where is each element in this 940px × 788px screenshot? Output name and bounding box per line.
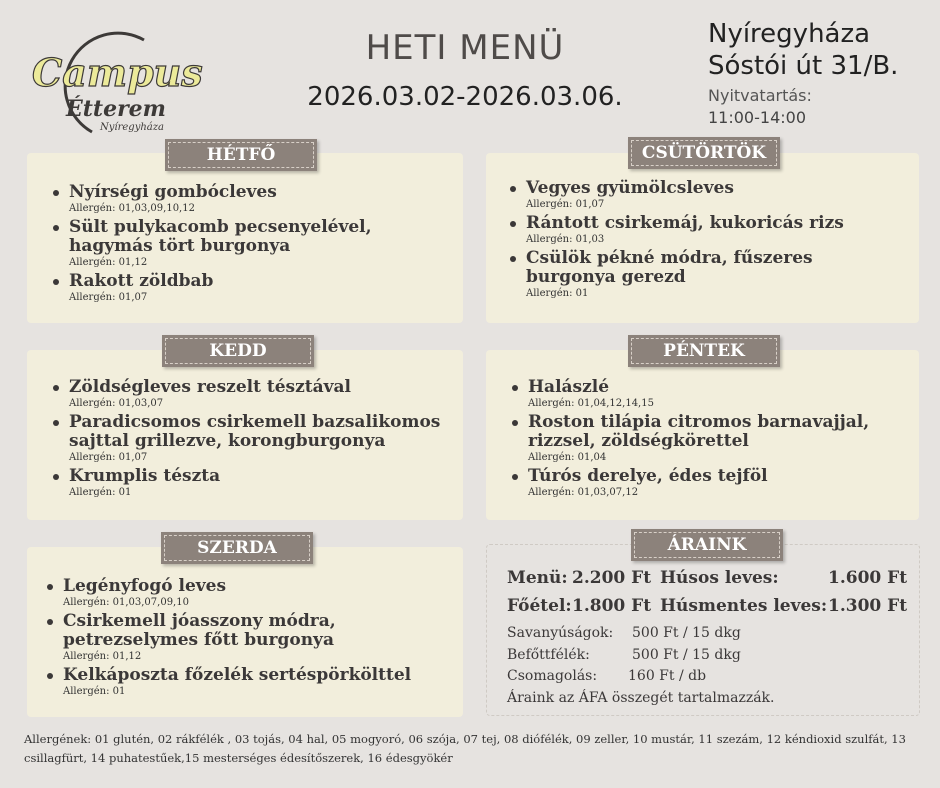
allergen-info: Allergén: 01: [63, 686, 126, 697]
menu-item: [51, 272, 451, 305]
menu-price: 2.200 Ft: [572, 568, 652, 588]
allergen-info: Allergén: 01,07: [69, 292, 148, 303]
thursday-card: [486, 153, 919, 323]
menu-item: [51, 378, 451, 411]
menu-item: [510, 378, 916, 411]
meat-soup-label: Húsos leves:: [660, 568, 779, 588]
allergen-info: Allergén: 01,03: [526, 234, 605, 245]
dish-name: Túrós derelye, édes tejföl: [528, 467, 916, 486]
menu-item: [51, 183, 451, 216]
logo-city-text: Nyíregyháza: [100, 122, 164, 133]
meat-soup-price: 1.600 Ft: [828, 568, 908, 588]
main-dish-price: 1.800 Ft: [572, 596, 652, 616]
menu-item: [510, 413, 916, 465]
packaging-price: 160 Ft / db: [628, 668, 707, 684]
dish-name: Halászlé: [528, 378, 916, 397]
meatless-soup-label: Húsmentes leves:: [660, 596, 828, 616]
allergen-info: Allergén: 01,03,09,10,12: [69, 203, 195, 214]
allergen-info: Allergén: 01,03,07,12: [528, 487, 639, 498]
wednesday-card: [27, 547, 463, 717]
campus-logo: [22, 20, 222, 138]
meatless-soup-price: 1.300 Ft: [828, 596, 908, 616]
monday-card: [27, 153, 463, 323]
allergen-info: Allergén: 01,03,07: [69, 398, 164, 409]
menu-item: [510, 467, 916, 500]
menu-item: [51, 218, 451, 270]
opening-hours: 11:00-14:00: [708, 108, 806, 127]
menu-item: [45, 666, 455, 699]
opening-hours-label: Nyitvatartás:: [708, 86, 812, 105]
dish-name: Roston tilápia citromos barnavajjal, rizzsel, zöldségkörettel: [528, 413, 916, 451]
menu-item: [45, 577, 455, 610]
allergen-info: Allergén: 01,04,12,14,15: [528, 398, 654, 409]
packaging-label: Csomagolás:: [507, 668, 598, 684]
allergen-info: Allergén: 01,03,07,09,10: [63, 597, 189, 608]
allergen-info: Allergén: 01,07: [69, 452, 148, 463]
dish-name: Csirkemell jóasszony módra, petrezselymes főtt burgonya: [63, 612, 455, 650]
allergen-info: Allergén: 01,12: [63, 651, 142, 662]
dish-name: Rakott zöldbab: [69, 272, 451, 291]
dish-name: Csülök pékné módra, fűszeres burgonya gerezd: [526, 249, 908, 287]
menu-dates: 2026.03.02-2026.03.06.: [307, 82, 623, 112]
allergen-legend: Allergének: 01 glutén, 02 rákfélék , 03 tojás, 04 hal, 05 mogyoró, 06 szója, 07 tej, 08 diófélék, 09 zeller, 10 mustár, 11 szezám, 12 kéndioxid szulfát, 13 csillagfürt, 14 puhatestűek,15 mesterséges édesítőszerek, 16 édesgyökér: [24, 732, 906, 765]
page-title: HETI MENÜ: [365, 28, 565, 68]
dish-name: Sült pulykacomb pecsenyelével, hagymás tört burgonya: [69, 218, 451, 256]
location-street: Sóstói út 31/B.: [708, 51, 899, 81]
dish-name: Paradicsomos csirkemell bazsalikomos sajttal grillezve, korongburgonya: [69, 413, 451, 451]
vat-note: Áraink az ÁFA összegét tartalmazzák.: [507, 690, 775, 706]
main-dish-label: Főétel:: [507, 596, 572, 616]
friday-card: [486, 350, 919, 520]
menu-price-label: Menü:: [507, 568, 568, 588]
compote-label: Befőttfélék:: [507, 647, 590, 663]
logo-etterem-text: Étterem: [66, 96, 166, 122]
dish-name: Kelkáposzta főzelék sertéspörkölttel: [63, 666, 455, 685]
day-label-thursday: CSÜTÖRTÖK: [628, 137, 780, 169]
menu-item: [508, 249, 908, 301]
day-label-monday: HÉTFŐ: [165, 139, 317, 171]
pickles-label: Savanyúságok:: [507, 625, 614, 641]
day-label-friday: PÉNTEK: [628, 335, 780, 367]
location-city: Nyíregyháza: [708, 19, 871, 49]
dish-name: Krumplis tészta: [69, 467, 451, 486]
tuesday-card: [27, 350, 463, 520]
dish-name: Zöldségleves reszelt tésztával: [69, 378, 451, 397]
pickles-price: 500 Ft / 15 dkg: [632, 625, 741, 641]
dish-name: Legényfogó leves: [63, 577, 455, 596]
menu-item: [45, 612, 455, 664]
prices-label: ÁRAINK: [631, 529, 783, 561]
compote-price: 500 Ft / 15 dkg: [632, 647, 741, 663]
dish-name: Rántott csirkemáj, kukoricás rizs: [526, 214, 908, 233]
allergen-info: Allergén: 01,07: [526, 199, 605, 210]
dish-name: Nyírségi gombócleves: [69, 183, 451, 202]
allergen-info: Allergén: 01,04: [528, 452, 607, 463]
allergen-info: Allergén: 01: [69, 487, 132, 498]
menu-item: [51, 467, 451, 500]
logo-campus-text: Campus: [32, 50, 203, 95]
menu-item: [508, 179, 908, 212]
day-label-tuesday: KEDD: [162, 335, 314, 367]
allergen-info: Allergén: 01,12: [69, 257, 148, 268]
allergen-info: Allergén: 01: [526, 288, 589, 299]
menu-item: [51, 413, 451, 465]
day-label-wednesday: SZERDA: [161, 532, 313, 564]
menu-item: [508, 214, 908, 247]
dish-name: Vegyes gyümölcsleves: [526, 179, 908, 198]
